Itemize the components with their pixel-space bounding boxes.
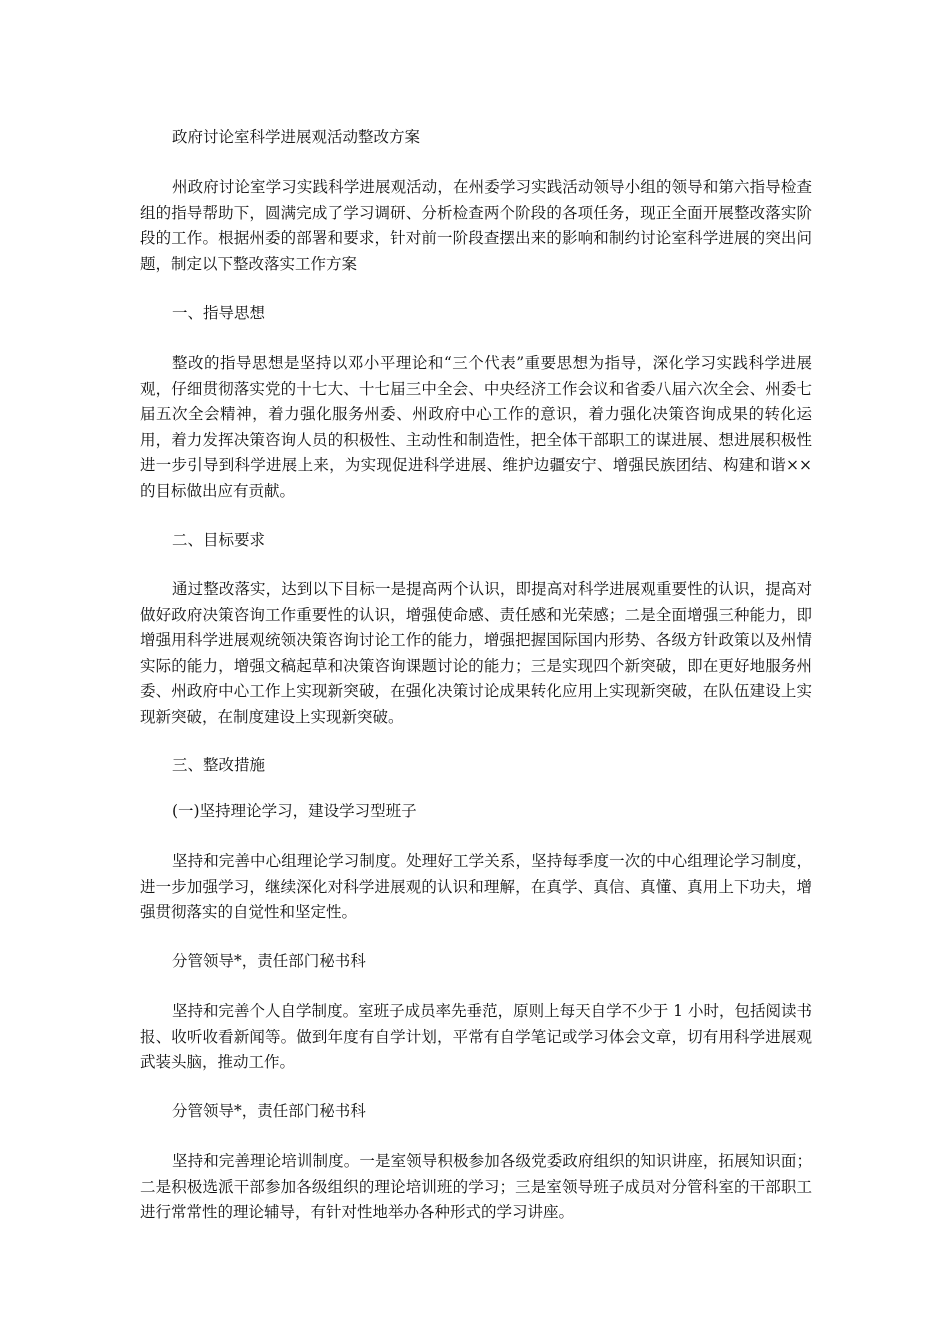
guiding-thought-paragraph: 整改的指导思想是坚持以邓小平理论和“三个代表”重要思想为指导，深化学习实践科学进展观，仔细贯彻落实党的十七大、十七届三中全会、中央经济工作会议和省委八届六次全会、州委七届五次全会精神，着力强化服务州委、州政府中心工作的意识，着力强化决策咨询成果的转化运用，着力发挥决策咨询人员的积极性、主动性和制造性，把全体干部职工的谋进展、想进展积极性进一步引导到科学进展上来，为实现促进科学进展、维护边疆安宁、增强民族团结、构建和谐××的目标做出应有贡献。	[140, 354, 812, 500]
item-responsibility-line: 分管领导*，责任部门秘书科	[172, 1102, 366, 1120]
item-theory-training: 坚持和完善理论培训制度。一是室领导积极参加各级党委政府组织的知识讲座，拓展知识面；二是积极选派干部参加各级组织的理论培训班的学习；三是室领导班子成员对分管科室的干部职工进行常常性的理论辅导，有针对性地举办各种形式的学习讲座。	[140, 1152, 812, 1221]
item-self-study: 坚持和完善个人自学制度。室班子成员率先垂范，原则上每天自学不少于 1 小时，包括阅读书报、收听收看新闻等。做到年度有自学计划，平常有自学笔记或学习体会文章，切有用科学进展观武装头脑，推动工作。	[140, 1002, 812, 1071]
document-title: 政府讨论室科学进展观活动整改方案	[172, 128, 421, 146]
item-responsibility-line: 分管领导*，责任部门秘书科	[172, 952, 366, 970]
subsection-heading-theory-study: (一)坚持理论学习，建设学习型班子	[172, 802, 417, 820]
section-heading-guiding-thought: 一、指导思想	[172, 304, 266, 322]
intro-paragraph: 州政府讨论室学习实践科学进展观活动，在州委学习实践活动领导小组的领导和第六指导检查组的指导帮助下，圆满完成了学习调研、分析检查两个阶段的各项任务，现正全面开展整改落实阶段的工作。根据州委的部署和要求，针对前一阶段查摆出来的影响和制约讨论室科学进展的突出问题，制定以下整改落实工作方案	[140, 178, 812, 273]
item-central-group-study: 坚持和完善中心组理论学习制度。处理好工学关系，坚持每季度一次的中心组理论学习制度，进一步加强学习，继续深化对科学进展观的认识和理解，在真学、真信、真懂、真用上下功夫，增强贯彻落实的自觉性和坚定性。	[140, 852, 812, 921]
section-heading-goals: 二、目标要求	[172, 531, 266, 549]
goals-paragraph: 通过整改落实，达到以下目标一是提高两个认识，即提高对科学进展观重要性的认识，提高对做好政府决策咨询工作重要性的认识，增强使命感、责任感和光荣感；二是全面增强三种能力，即增强用科学进展观统领决策咨询讨论工作的能力，增强把握国际国内形势、各级方针政策以及州情实际的能力，增强文稿起草和决策咨询课题讨论的能力；三是实现四个新突破，即在更好地服务州委、州政府中心工作上实现新突破，在强化决策讨论成果转化应用上实现新突破，在队伍建设上实现新突破，在制度建设上实现新突破。	[140, 580, 812, 726]
section-heading-measures: 三、整改措施	[172, 756, 266, 774]
